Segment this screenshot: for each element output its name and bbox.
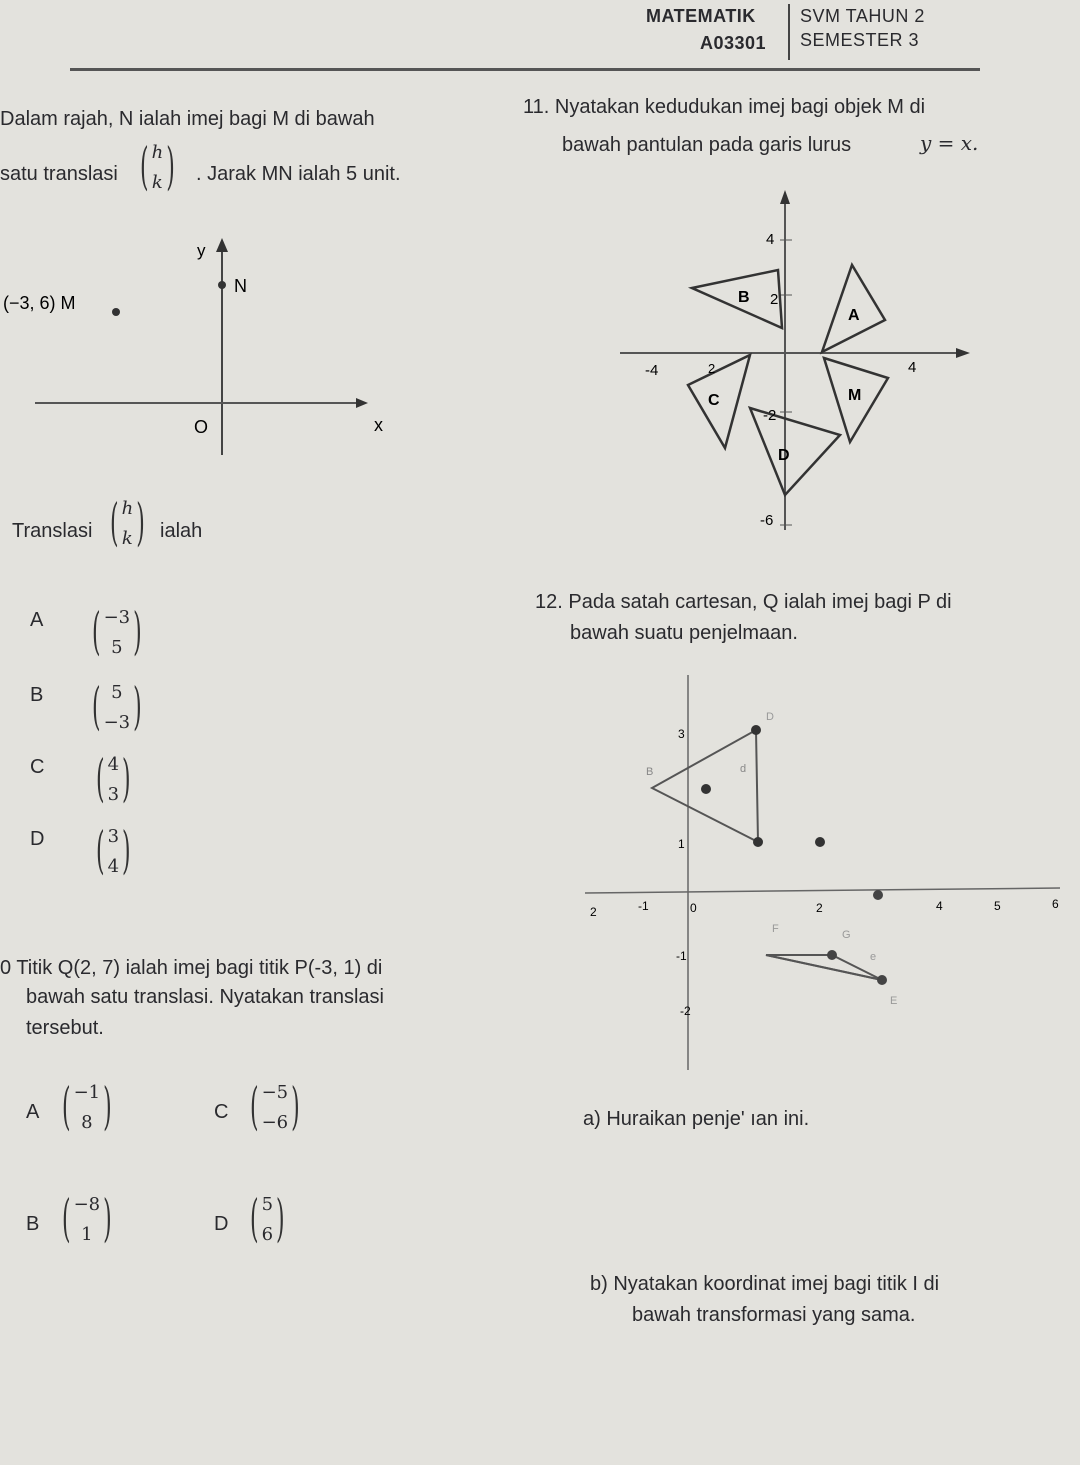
q11-yn2: -2: [763, 407, 777, 424]
q11-label-m: M: [848, 387, 862, 404]
qnext-option-a-letter[interactable]: A: [26, 1101, 40, 1123]
q10-intro-line2a: satu translasi: [0, 163, 118, 185]
qnext-option-a-vector[interactable]: ( −1 8 ): [62, 1079, 112, 1137]
q12-lb-e: e: [870, 951, 877, 963]
q10-option-a-vector[interactable]: ( −3 5 ): [92, 604, 142, 662]
qnext-option-c-letter[interactable]: C: [214, 1101, 229, 1123]
header-divider: [788, 4, 790, 60]
q10-question-a: Translasi: [12, 520, 93, 542]
q10-vector-hk: ( h k ): [140, 139, 175, 197]
qnext-option-c-vector[interactable]: ( −5 −6 ): [250, 1079, 300, 1137]
q10-n-label: N: [234, 276, 247, 296]
header-semester: SEMESTER 3: [800, 30, 920, 50]
q12-x2: 2: [816, 901, 823, 915]
q11-label-a: A: [848, 307, 860, 324]
q12-line1: 12. Pada satah cartesan, Q ialah imej bagi P di: [535, 591, 952, 613]
q12-x2n: 2: [590, 905, 597, 919]
q12-lb-d: d: [740, 763, 747, 775]
q10-option-a-letter[interactable]: A: [30, 609, 44, 631]
qnext-line2: bawah satu translasi. Nyatakan translasi: [26, 986, 384, 1008]
header-subject: MATEMATIK: [646, 6, 756, 26]
q10-option-b-letter[interactable]: B: [30, 684, 44, 706]
q12-point-top: [751, 725, 761, 735]
q10-x-arrow: [356, 398, 368, 408]
header-rule: [70, 68, 980, 71]
q10-option-d-letter[interactable]: D: [30, 828, 45, 850]
qnext-option-d-letter[interactable]: D: [214, 1213, 229, 1235]
q10-question-vector: ( h k ): [110, 495, 145, 553]
q10-option-b-vector[interactable]: ( 5 −3 ): [92, 679, 142, 737]
q11-equation: y = x.: [920, 131, 979, 155]
q12-line2: bawah suatu penjelmaan.: [570, 622, 798, 644]
q12-x6: 6: [1052, 897, 1059, 911]
q12-part-a: a) Huraikan penje' ıan ini.: [583, 1108, 810, 1130]
q10-option-d-vector[interactable]: ( 3 4 ): [96, 823, 131, 881]
q12-x4: 4: [936, 899, 943, 913]
q12-graph: [580, 670, 1070, 1080]
qnext-option-d-vector[interactable]: ( 5 6 ): [250, 1191, 285, 1249]
q10-question-b: ialah: [160, 520, 203, 542]
q11-xn4: -4: [645, 362, 659, 379]
q12-point-i: [815, 837, 825, 847]
q11-label-b: B: [738, 289, 750, 306]
q12-point-bottom: [753, 837, 763, 847]
q12-lb-g: G: [842, 929, 851, 941]
q12-x0: 0: [690, 901, 697, 915]
q12-point-q3: [877, 975, 887, 985]
q12-lb-b: B: [646, 766, 654, 778]
q11-y-arrow: [780, 190, 790, 204]
q11-x2: 2: [708, 361, 716, 376]
qnext-option-b-vector[interactable]: ( −8 1 ): [62, 1191, 112, 1249]
q12-lb-f: F: [772, 923, 779, 935]
q12-yn1: -1: [676, 949, 687, 963]
q10-origin-label: O: [194, 417, 209, 437]
q10-point-n: [218, 281, 226, 289]
q12-y3: 3: [678, 727, 685, 741]
q12-lb-E: E: [890, 995, 898, 1007]
q12-q-edge: [766, 955, 882, 980]
q11-x-arrow: [956, 348, 970, 358]
q11-line2: bawah pantulan pada garis lurus: [562, 134, 852, 156]
header-level: SVM TAHUN 2: [800, 6, 925, 26]
q11-yn6: -6: [760, 512, 774, 529]
q12-part-b2: bawah transformasi yang sama.: [632, 1304, 916, 1326]
q10-graph: [0, 230, 400, 460]
q10-option-c-letter[interactable]: C: [30, 756, 45, 778]
q11-y4: 4: [766, 231, 775, 248]
q10-m-label: (−3, 6) M: [3, 293, 76, 313]
q10-point-m: [112, 308, 120, 316]
q11-label-d: D: [778, 447, 790, 464]
q11-label-c: C: [708, 392, 720, 409]
q12-y1: 1: [678, 837, 685, 851]
qnext-line1: 0 Titik Q(2, 7) ialah imej bagi titik P(-3, 1) di: [0, 957, 383, 979]
q10-option-c-vector[interactable]: ( 4 3 ): [96, 751, 131, 809]
q10-intro-line2b: . Jarak MN ialah 5 unit.: [196, 163, 401, 185]
q12-part-b1: b) Nyatakan koordinat imej bagi titik I di: [590, 1273, 940, 1295]
q11-y2: 2: [770, 291, 779, 308]
q12-point-q1: [873, 890, 883, 900]
q10-y-label: y: [197, 241, 206, 260]
q11-triangle-b: [692, 270, 782, 328]
q12-x-axis: [585, 888, 1060, 893]
qnext-option-b-letter[interactable]: B: [26, 1213, 40, 1235]
q12-yn2: -2: [680, 1004, 691, 1018]
q10-intro-line1: Dalam rajah, N ialah imej bagi M di bawah: [0, 108, 375, 130]
header-code: A03301: [700, 33, 767, 53]
q12-point-q2: [827, 950, 837, 960]
q12-lb-d2: D: [766, 711, 774, 723]
q11-graph: [600, 180, 1000, 560]
q12-point-mid: [701, 784, 711, 794]
q11-x4: 4: [908, 359, 917, 376]
q12-xn1: -1: [638, 899, 649, 913]
qnext-line3: tersebut.: [26, 1017, 104, 1039]
q11-line1: 11. Nyatakan kedudukan imej bagi objek M di: [523, 96, 926, 118]
q10-x-label: x: [374, 415, 383, 435]
q12-x5: 5: [994, 899, 1001, 913]
q10-y-arrow: [216, 238, 228, 252]
